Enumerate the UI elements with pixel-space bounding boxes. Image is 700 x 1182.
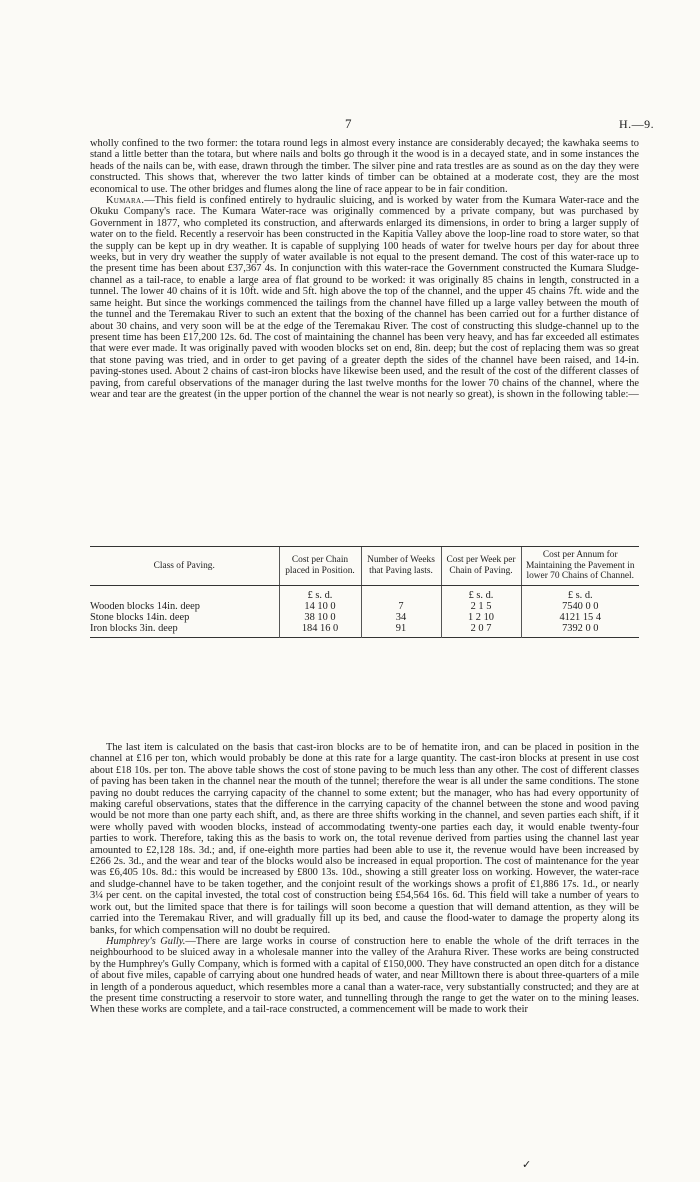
paragraph-kumara: Kumara.—This field is confined entirely to hydraulic sluicing, and is worked by water from the Kumara Water-race and the Okuku Company's race. The Kumara Water-race was originally commenced by a private company, but was purchased by Government in 1877, who completed its construction, and afterwards enlarged its dimensions, in order to bring a larger supply of water on to the field. Recently a reservoir has been constructed in the Kapitia Valley above the loop-line road to store water, so that the supply can be kept up in dry weather. It is capable of supplying 100 heads of water for twelve hours per day for about three weeks, but in very dry weather the supply of water available is not equal to the present demand. The cost of this water-race up to the present time has been about £37,367 4s. In conjunction with this water-race the Government constructed the Kumara Sludge-channel as a tail-race, to enable a large area of flat ground to be worked: it was originally 85 chains in length, constructed in a tunnel. The lower 40 chains of it is 10ft. wide and 5ft. high above the top of the channel, and the upper 45 chains 7ft. wide and the same height. But since the workings commenced the tailings from the channel have filled up a large valley between the mouth of the tunnel and the Teremakau River to such an extent that the boxing of the channel has been carried out for a further distance of about 30 chains, and very soon will be at the edge of the Teremakau River. The cost of constructing this sludge-channel up to the present time has been £17,200 12s. 6d. The cost of maintaining the channel has been very heavy, and has far exceeded all estimates that were ever made. It was originally paved with wooden blocks set on end, 8in. deep; but the cost of replacing them was so great that stone paving was tried, and in order to get paving of a greater depth the sides of the channel have been raised, and 14-in. paving-stones used. About 2 chains of cast-iron blocks have likewise been used, and the result of the cost of the different classes of paving, from careful observations of the manager during the last twelve months for the lower 70 chains of the channel, where the wear and tear are the greatest (in the upper portion of the channel the wear is not nearly so great), is shown in the following table:— — [90, 195, 639, 400]
document-reference: H.—9. — [619, 117, 655, 131]
table-header-row — [90, 547, 639, 586]
header-number-of-weeks: Number of Weeks that Paving lasts. — [361, 547, 441, 586]
table-units-row: £ s. d. £ s. d. £ s. d. — [90, 585, 639, 601]
paragraph: wholly confined to the two former: the totara round legs in almost every instance are considerably decayed; the kawhaka seems to stand a little better than the totara, but where nails and bolts go through it the wood is in a decayed state, and in some instances the heads of the nails can be, with ease, drawn through the timber. The silver pine and rata trestles are as sound as on the day they were constructed. This shows that, wherever the two latter kinds of timber can be obtained at a moderate cost, they are the most economical to use. The other bridges and flumes along the line of race appear to be in fair condition. — [90, 138, 639, 195]
check-mark-icon: ✓ — [522, 1159, 532, 1171]
header-cost-per-chain: Cost per Chain placed in Position. — [279, 547, 361, 586]
section-heading-kumara: Kumara. — [106, 195, 145, 207]
table-row: Stone blocks 14in. deep 38 10 0 34 1 2 10 4121 15 4 — [90, 612, 639, 623]
paving-cost-table — [90, 546, 639, 638]
section-heading-humphreys-gully: Humphrey's Gully. — [106, 935, 186, 947]
paragraph: The last item is calculated on the basis that cast-iron blocks are to be of hematite iron, and can be placed in position in the channel at £16 per ton, which would probably be done at this rate for a large quantity. The cast-iron blocks at present in use cost about £18 10s. per ton. The above table shows the cost of stone paving to be much less than any other. The cost of different classes of paving has been taken in the channel near the mouth of the tunnel; therefore the wear is all under the same conditions. The stone paving no doubt reduces the carrying capacity of the channel to some extent; but the manager, who has had every opportunity of making careful observations, states that the difference in the carrying capacity of the channel between the stone and wood paving would be not more than one party each shift, and, as there are three shifts working in the channel, and seven parties each shift, if it were wholly paved with wooden blocks, instead of accommodating twenty-one parties each day, it would enable twenty-four parties to work. Therefore, taking this as the basis to work on, the total revenue derived from parties using the channel last year amounted to £2,128 18s. 3d.; and, if one-eighth more parties had been able to use it, the revenue would have been increased by £266 2s. 3d., and the wear and tear of the blocks would also be increased in equal proportion. The cost of maintenance for the year was £6,405 10s. 8d.: this would be increased by £800 13s. 10d., showing a still greater loss on working. However, the water-race and sludge-channel have to be taken together, and the conjoint result of the workings shows a profit of £1,886 17s. 1d., or nearly 3¼ per cent. on the capital invested, the total cost of construction being £54,564 16s. 6d. This field will take a number of years to work out, but the limited space that there is for tailings will soon become a question that will demand attention, as they will be carried into the Teremakau River, and will gradually fill up its bed, and cause the flood-water to damage the property along its banks, for which compensation will no doubt be required. — [90, 742, 639, 936]
table-row: Iron blocks 3in. deep 184 16 0 91 2 0 7 7392 0 0 — [90, 623, 639, 638]
table-row: Wooden blocks 14in. deep 14 10 0 7 2 1 5 7540 0 0 — [90, 601, 639, 612]
body-text-top — [90, 138, 639, 400]
header-cost-per-annum: Cost per Annum for Maintaining the Pavement in lower 70 Chains of Channel. — [521, 547, 639, 586]
header-class-of-paving: Class of Paving. — [90, 547, 279, 586]
body-text-bottom — [90, 742, 639, 1016]
paragraph-humphreys-gully: Humphrey's Gully.—There are large works in course of construction here to enable the whole of the drift terraces in the neighbourhood to be sluiced away in a wholesale manner into the valley of the Arahura River. These works are being constructed by the Humphrey's Gully Company, which is formed with a capital of £150,000. They have constructed an open ditch for a distance of about five miles, capable of carrying about one hundred heads of water, and near Milltown there is about three-quarters of a mile in length of a ponderous aqueduct, which resembles more a canal than a water-race, very substantially constructed; and they are at the present time constructing a reservoir to store water, and tunnelling through the range to get the water on to the mining leases. When these works are complete, and a tail-race constructed, a commencement will be made to work their — [90, 935, 639, 1016]
header-cost-per-week: Cost per Week per Chain of Paving. — [441, 547, 521, 586]
page-number: 7 — [345, 116, 352, 131]
